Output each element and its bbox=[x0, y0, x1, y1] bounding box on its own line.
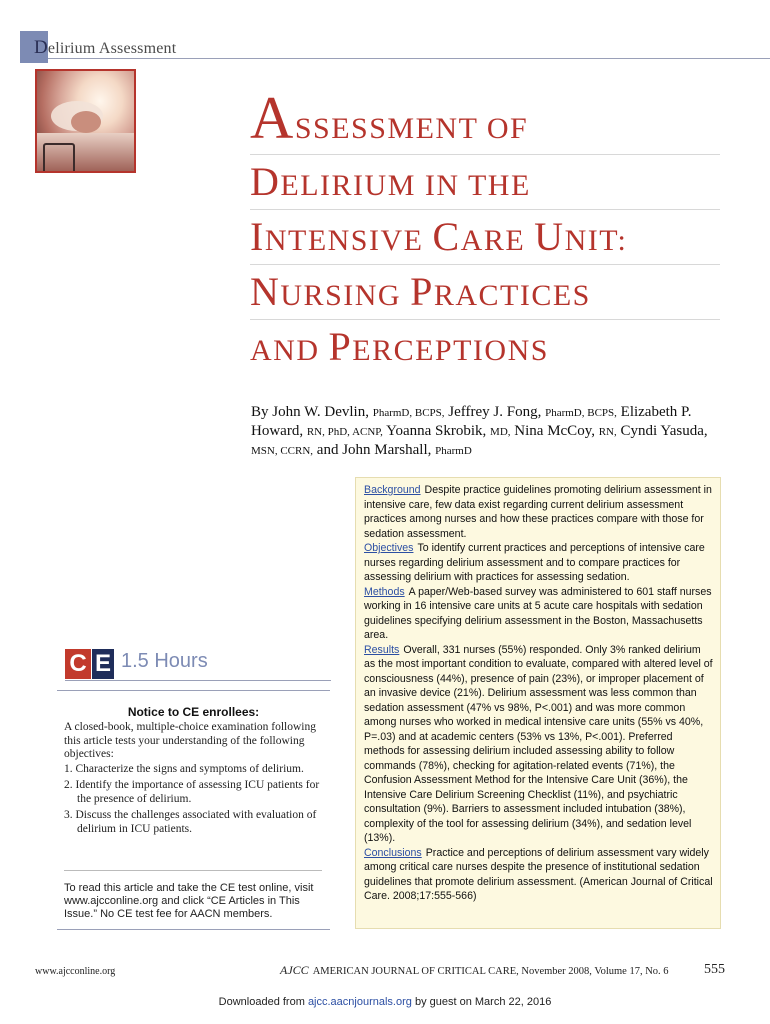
abstract-results: Results Overall, 331 nurses (55%) responded. Only 3% ranked delirium as the most important condition to evaluate, compared with altered level of consciousness (44%), presence of pain (23%), or improper placement of an invasive device (21%). Delirium assessment was less common than sedation assessment (47% vs 98%, P<.001) and was more common among nurses who worked in medical intensive care units (55% vs 40%, P=.03) and at academic centers (53% vs 13%, P<.001). Preferred methods for assessing delirium included assessing ability to follow commands (78%), checking for agitation-related events (71%), the Confusion Assessment Method for the Intensive Care Unit (36%), the Intensive Care Delirium Screening Checklist (11%), and psychiatric consultation (9%). Barriers to assessment included intubation (38%), complexity of the tool for assessing delirium (34%), and sedation level (13%). bbox=[364, 643, 713, 844]
conclusions-link[interactable]: Conclusions bbox=[364, 846, 422, 859]
title-line-2: DELIRIUM IN THE bbox=[250, 155, 720, 210]
ce-hours: 1.5 Hours bbox=[121, 650, 208, 672]
notice-intro: A closed-book, multiple-choice examination following this article tests your understanding of the following objectives: bbox=[64, 721, 316, 760]
ce-logo-e: E bbox=[92, 649, 114, 679]
title-line-3: INTENSIVE CARE UNIT: bbox=[250, 210, 720, 265]
methods-link[interactable]: Methods bbox=[364, 585, 405, 598]
notice-title: Notice to CE enrollees: bbox=[127, 705, 260, 719]
objectives-link[interactable]: Objectives bbox=[364, 542, 414, 554]
abstract-box bbox=[355, 477, 721, 929]
notice-body bbox=[64, 721, 326, 839]
patient-photo bbox=[35, 69, 136, 173]
title-line-4: NURSING PRACTICES bbox=[250, 265, 720, 320]
results-link[interactable]: Results bbox=[364, 643, 400, 656]
ce-logo-c: C bbox=[65, 649, 91, 679]
footer-url[interactable]: www.ajcconline.org bbox=[35, 966, 116, 977]
title-line-1: ASSESSMENT OF bbox=[250, 78, 720, 155]
section-header-initial: D bbox=[34, 37, 48, 58]
objective-item: 3. Discuss the challenges associated with evaluation of delirium in ICU patients. bbox=[64, 809, 317, 835]
article-title bbox=[250, 78, 720, 374]
objectives-list bbox=[64, 763, 326, 837]
abstract-background: Background Despite practice guidelines promoting delirium assessment in intensive care, few data exist regarding current delirium assessment practices among nurses and how these practices compare with those for sedation assessment. bbox=[364, 484, 712, 540]
abstract-conclusions: Conclusions Practice and perceptions of delirium assessment vary widely among critical care nurses despite the presence of institutional sedation guidelines that promote delirium assessment. (American Journal of Critical Care. 2008;17:555-566) bbox=[364, 846, 713, 902]
download-source-link[interactable]: ajcc.aacnjournals.org bbox=[307, 996, 412, 1008]
header-rule bbox=[48, 58, 770, 59]
background-link[interactable]: Background bbox=[364, 484, 421, 496]
abstract-objectives: Objectives To identify current practices and perceptions of intensive care nurses regarding delirium assessment and to compare practices for assessing delirium with practices for assessing sedation. bbox=[364, 542, 705, 583]
objective-item: 1. Characterize the signs and symptoms of delirium. bbox=[64, 762, 304, 775]
section-header bbox=[34, 37, 176, 59]
title-line-5: AND PERCEPTIONS bbox=[250, 324, 549, 369]
objective-item: 2. Identify the importance of assessing ICU patients for the presence of delirium. bbox=[64, 779, 320, 805]
section-header-rest: elirium Assessment bbox=[47, 40, 177, 57]
author-list: By John W. Devlin, PharmD, BCPS, Jeffrey J. Fong, PharmD, BCPS, Elizabeth P. Howard, RN, PhD, ACNP, Yoanna Skrobik, MD, Nina McCoy, RN, Cyndi Yasuda, MSN, CCRN, and John Marshall, PharmD bbox=[251, 404, 708, 458]
footer-journal: AJCC AMERICAN JOURNAL OF CRITICAL CARE, November 2008, Volume 17, No. 6 bbox=[280, 963, 669, 977]
ajcc-logo: AJCC bbox=[280, 963, 309, 977]
page-number: 555 bbox=[704, 962, 725, 977]
download-notice: Downloaded from ajcc.aacnjournals.org by guest on March 22, 2016 bbox=[218, 996, 552, 1008]
notice-divider bbox=[64, 870, 322, 871]
notice-footer: To read this article and take the CE test online, visit www.ajcconline.org and click “CE Articles in This Issue.” No CE test fee for AACN members. bbox=[64, 882, 314, 920]
ce-rule bbox=[65, 680, 331, 681]
abstract-methods: Methods A paper/Web-based survey was administered to 601 staff nurses working in 16 intensive care units at 5 acute care hospitals with sedation guidelines specifying delirium assessment in the Boston, Massachusetts area. bbox=[364, 585, 712, 641]
